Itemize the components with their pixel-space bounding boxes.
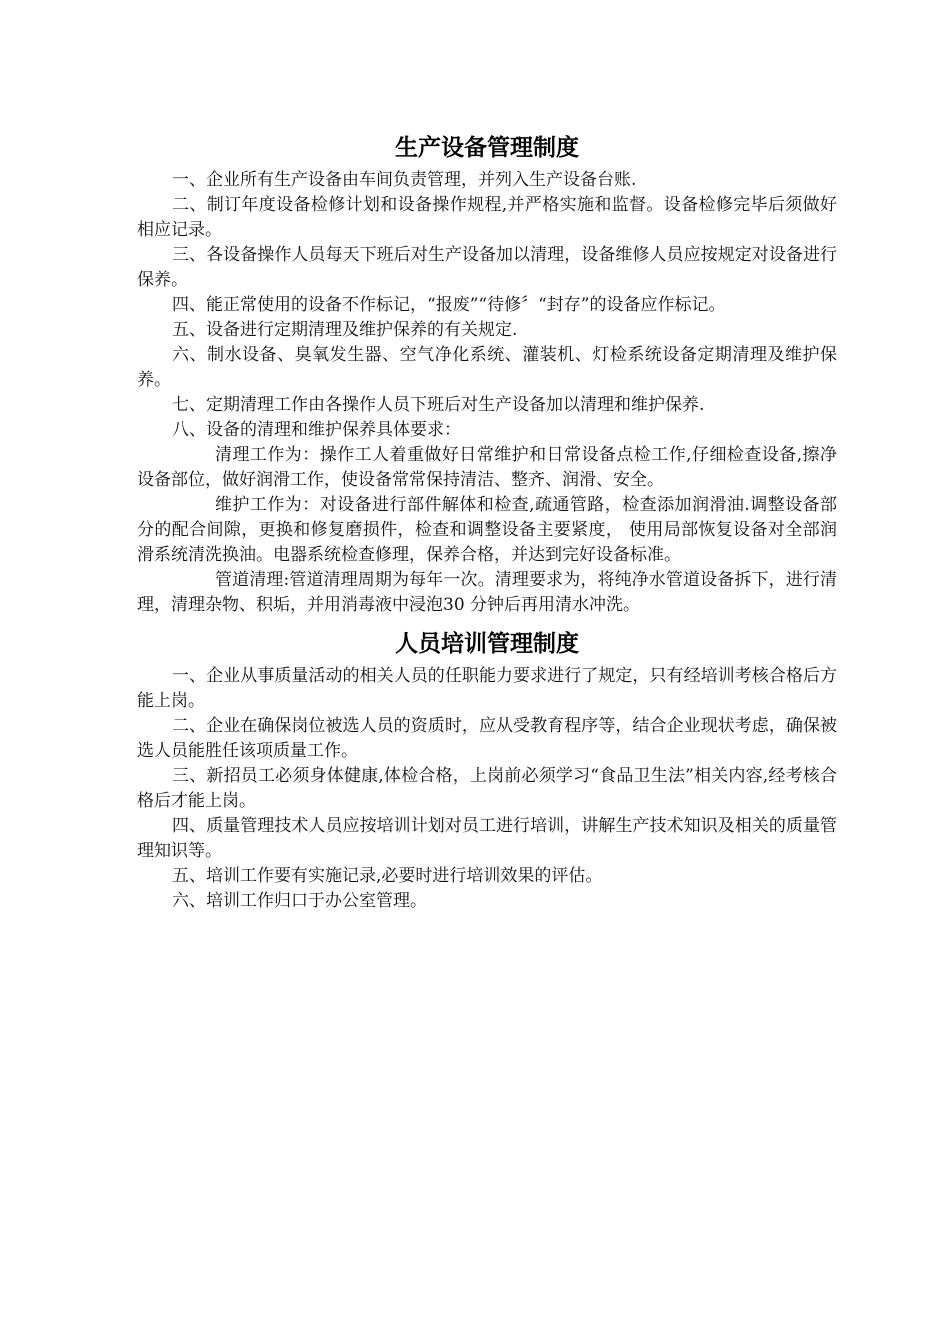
equipment-management-section — [137, 128, 837, 618]
staff-training-section — [137, 624, 837, 914]
paragraph: 三、新招员工必须身体健康,体检合格，上岗前必须学习“食品卫生法”相关内容,经考核合格后才能上岗。 — [137, 766, 837, 811]
paragraph: 一、企业所有生产设备由车间负责管理，并列入生产设备台账. — [172, 170, 637, 190]
paragraph: 五、设备进行定期清理及维护保养的有关规定. — [172, 320, 518, 340]
paragraph: 八、设备的清理和维护保养具体要求： — [172, 420, 461, 440]
sub-paragraph: 管道清理:管道清理周期为每年一次。清理要求为，将纯净水管道设备拆下，进行清理，清理杂物、积垢，并用消毒液中浸泡30 分钟后再用清水冲洗。 — [137, 570, 837, 615]
paragraph: 二、制订年度设备检修计划和设备操作规程,并严格实施和监督。设备检修完毕后须做好相应记录。 — [137, 195, 837, 240]
paragraph: 五、培训工作要有实施记录,必要时进行培训效果的评估。 — [172, 866, 603, 886]
sub-paragraph: 清理工作为：操作工人着重做好日常维护和日常设备点检工作,仔细检查设备,擦净设备部位，做好润滑工作，使设备常常保持清洁、整齐、润滑、安全。 — [137, 445, 837, 490]
paragraph: 七、定期清理工作由各操作人员下班后对生产设备加以清理和维护保养. — [172, 395, 705, 415]
paragraph: 四、质量管理技术人员应按培训计划对员工进行培训，讲解生产技术知识及相关的质量管理知识等。 — [137, 816, 837, 861]
section-title: 生产设备管理制度 — [395, 135, 579, 161]
paragraph: 二、企业在确保岗位被选人员的资质时，应从受教育程序等，结合企业现状考虑，确保被选人员能胜任该项质量工作。 — [137, 716, 837, 761]
paragraph: 三、各设备操作人员每天下班后对生产设备加以清理，设备维修人员应按规定对设备进行保养。 — [137, 245, 837, 290]
paragraph: 四、能正常使用的设备不作标记，“报废”“待修〞“封存”的设备应作标记。 — [172, 295, 726, 315]
paragraph: 六、培训工作归口于办公室管理。 — [172, 891, 427, 911]
document-body — [137, 128, 837, 914]
paragraph: 六、制水设备、臭氧发生器、空气净化系统、灌装机、灯检系统设备定期清理及维护保养。 — [137, 345, 837, 390]
sub-paragraph: 维护工作为：对设备进行部件解体和检查,疏通管路，检查添加润滑油.调整设备部分的配合间隙，更换和修复磨损件，检查和调整设备主要紧度， 使用局部恢复设备对全部润滑系统清洗换油。电器系统检查修理，保养合格，并达到完好设备标准。 — [137, 495, 837, 565]
paragraph: 一、企业从事质量活动的相关人员的任职能力要求进行了规定，只有经培训考核合格后方能上岗。 — [137, 666, 837, 711]
section-title: 人员培训管理制度 — [395, 631, 579, 657]
